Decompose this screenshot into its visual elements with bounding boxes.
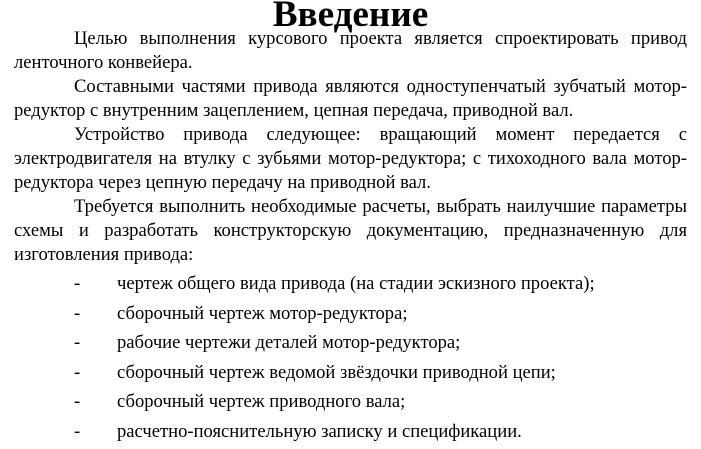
list-item [14,420,687,449]
list-item [14,390,687,420]
list-item-text: чертеж общего вида привода (на стадии эскизного проекта); [117,272,687,296]
list-marker: - [14,390,117,414]
list-item-text: сборочный чертеж мотор-редуктора; [117,302,687,326]
document-title: Введение [14,3,687,27]
list-marker: - [14,302,117,326]
list-marker: - [14,361,117,385]
list-item [14,302,687,332]
list-marker: - [14,420,117,444]
paragraph-structure: Устройство привода следующее: вращающий момент передается с электродвигателя на втулку с зубьями мотор-редуктора; с тихоходного вала мотор-редуктора через цепную передачу на приводной вал. [14,123,687,195]
paragraph-components: Составными частями привода являются одноступенчатый зубчатый мотор-редуктор с внутренним зацеплением, цепная передача, приводной вал. [14,75,687,123]
list-item [14,361,687,391]
list-item-text: сборочный чертеж приводного вала; [117,390,687,414]
deliverables-list [14,272,687,449]
paragraph-requirements: Требуется выполнить необходимые расчеты, выбрать наилучшие параметры схемы и разработать конструкторскую документацию, предназначенную для изготовления привода: [14,195,687,267]
list-item-text: сборочный чертеж ведомой звёздочки приводной цепи; [117,361,687,385]
list-marker: - [14,331,117,355]
list-item-text: расчетно-пояснительную записку и спецификации. [117,420,687,444]
list-marker: - [14,272,117,296]
list-item [14,331,687,361]
list-item-text: рабочие чертежи деталей мотор-редуктора; [117,331,687,355]
paragraph-purpose: Целью выполнения курсового проекта является спроектировать привод ленточного конвейера. [14,27,687,75]
list-item [14,272,687,302]
